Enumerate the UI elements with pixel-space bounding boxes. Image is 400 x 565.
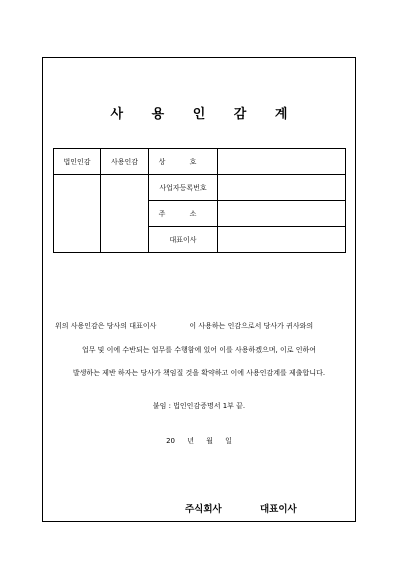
- row-label-representative: 대표이사: [149, 227, 218, 253]
- corp-seal-label: 법인인감: [54, 149, 101, 175]
- document-title: 사 용 인 감 계: [110, 107, 300, 122]
- date-line: 20 년 월 일: [166, 437, 232, 445]
- attachment-note: 붙임 : 법인인감증명서 1부 끝.: [152, 402, 246, 410]
- user-seal-box: [101, 175, 149, 253]
- body-line-1-a: 위의 사용인감은 당사의 대표이사: [55, 322, 157, 330]
- signature-company: 주식회사: [185, 504, 222, 515]
- body-line-3: 발생하는 제반 하자는 당사가 책임질 것을 확약하고 이에 사용인감계를 제출합니다.: [72, 369, 326, 377]
- field-representative[interactable]: [218, 227, 346, 253]
- body-line-2: 업무 및 이에 수반되는 업무를 수행함에 있어 이를 사용하겠으며, 이로 인하여: [81, 346, 317, 354]
- field-business-number[interactable]: [218, 175, 346, 201]
- user-seal-label: 사용인감: [101, 149, 149, 175]
- row-label-company-name: 상 호: [149, 149, 218, 175]
- field-address[interactable]: [218, 201, 346, 227]
- row-label-business-number: 사업자등록번호: [149, 175, 218, 201]
- body-line-1: [55, 321, 347, 331]
- row-label-address: 주 소: [149, 201, 218, 227]
- document-sheet: [42, 57, 356, 522]
- field-company-name[interactable]: [218, 149, 346, 175]
- body-line-1-b: 이 사용하는 인감으로서 당사가 귀사와의: [189, 322, 314, 330]
- seal-table: [53, 148, 346, 253]
- corp-seal-box: [54, 175, 101, 253]
- signature-representative: 대표이사: [260, 504, 297, 515]
